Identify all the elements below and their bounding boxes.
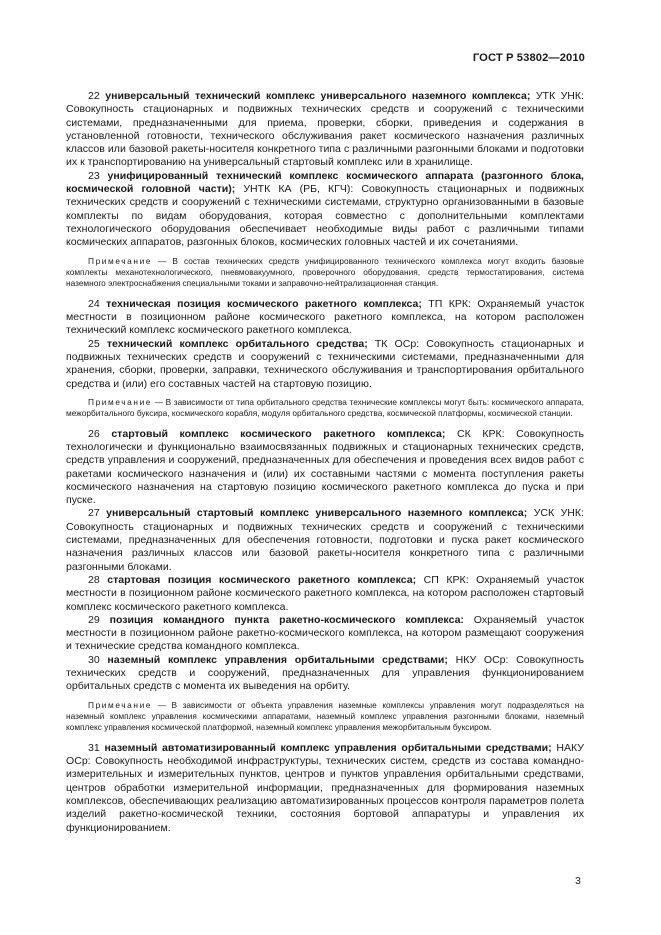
term-26: 26 стартовый комплекс космического ракетного комплекса; СК КРК: Совокупность технологически и функционально взаимосвязанных подвижных и стационарных технических средств, средств управления и сооружений, предназначенных для обеспечения и проведения всех видов работ с ракетами космического назначения и (или) их составными частями с момента поступления ракеты космического назначения на стартовую позицию космического ракетного комплекса до пуска и при пуске. (66, 427, 584, 507)
term-31: 31 наземный автоматизированный комплекс управления орбитальными средствами; НАКУ ОСр: Совокупность необходимой инфраструктуры, технических систем, средств из состава командно-измерительных и измерительных пунктов, центров и пунктов управления орбитальными средствами, центров обработки измерительной информации, предназначенных для формирования наземных комплексов, обеспечивающих реализацию автоматизированных процессов контроля параметров полета изделий ракетно-космической техники, состояния бортовой аппаратуры и управления их функционированием. (66, 741, 584, 834)
term-27: 27 универсальный стартовый комплекс универсального наземного комплекса; УСК УНК: Совокупность стационарных и подвижных технических средств и сооружений с техническими системами, предназначенных для обеспечения готовности, подготовки и пуска ракет космического назначения различных классов или базовой ракеты-носителя конкретного типа с различными разгонными блоками. (66, 507, 584, 573)
term-29: 29 позиция командного пункта ракетно-космического комплекса: Охраняемый участок местности в позиционном районе ракетно-космического комплекса, на котором размещают сооружения и технические средства командного комплекса. (66, 613, 584, 653)
term-28: 28 стартовая позиция космического ракетного комплекса; СП КРК: Охраняемый участок местности в позиционном районе космического ракетного комплекса, на котором расположен стартовый комплекс космического ракетного комплекса. (66, 573, 585, 613)
note-30: Примечание — В зависимости от объекта управления наземные комплексы управления могут подразделяться на наземный комплекс управления космическими аппаратами, наземный комплекс управления разгонными блоками, наземный комплекс управления космической платформой, наземный комплекс управления межорбитальным буксиром. (66, 699, 584, 733)
page-number: 3 (575, 875, 581, 887)
note-25: Примечание — В зависимости от типа орбитального средства технические комплексы могут быть: космического аппарата, межорбитального буксира, космического корабля, модуля орбитального средства, космической платформы, космической станции. (66, 396, 584, 419)
term-24: 24 техническая позиция космического ракетного комплекса; ТП КРК: Охраняемый участок местности в позиционном районе космического ракетного комплекса, на котором расположен технический комплекс космического ракетного комплекса. (66, 297, 585, 337)
term-25: 25 технический комплекс орбитального средства; ТК ОСр: Совокупность стационарных и подвижных технических средств и сооружений с техническими системами, предназначенными для хранения, сборки, проверки, заправки, технического обслуживания и транспортирования орбитального средства и (или) его составных частей на стартовую позицию. (66, 337, 584, 390)
term-23: 23 унифицированный технический комплекс космического аппарата (разгонного блока, космической головной части); УНТК КА (РБ, КГЧ): Совокупность стационарных и подвижных технических средств и сооружений с техническими системами, структурно организованными в базовые комплекты по видам оборудования, которая совместно с дополнительными комплектами технологического оборудования обеспечивает необходимые виды работ с различными типами космических аппаратов, разгонных блоков, космических головных частей и их сочетаниями. (66, 169, 584, 249)
document-body (66, 90, 584, 835)
term-30: 30 наземный комплекс управления орбитальными средствами; НКУ ОСр: Совокупность технических средств и сооружений, предназначенных для управления функционированием орбитальных средств с момента их выведения на орбиту. (66, 653, 585, 693)
note-23: Примечание — В состав технических средств унифицированного технического комплекса могут входить базовые комплекты механотехнологического, пневмовакуумного, проверочного оборудования, средств термостатирования, система наземного электроснабжения специальными токами и заправочно-нейтрализационная станция. (66, 255, 584, 289)
term-22: 22 универсальный технический комплекс универсального наземного комплекса; УТК УНК: Совокупность стационарных и подвижных технических средств и сооружений с техническими системами, предназначенными для приема, проверки, сборки, приведения и содержания в установленной готовности, технического обслуживания ракет космического назначения различных классов или базовой ракеты-носителя конкретного типа с различными разгонными блоками и подготовки их к транспортированию на универсальный стартовый комплекс или в хранилище. (66, 90, 584, 169)
standard-code: ГОСТ Р 53802—2010 (472, 52, 585, 64)
